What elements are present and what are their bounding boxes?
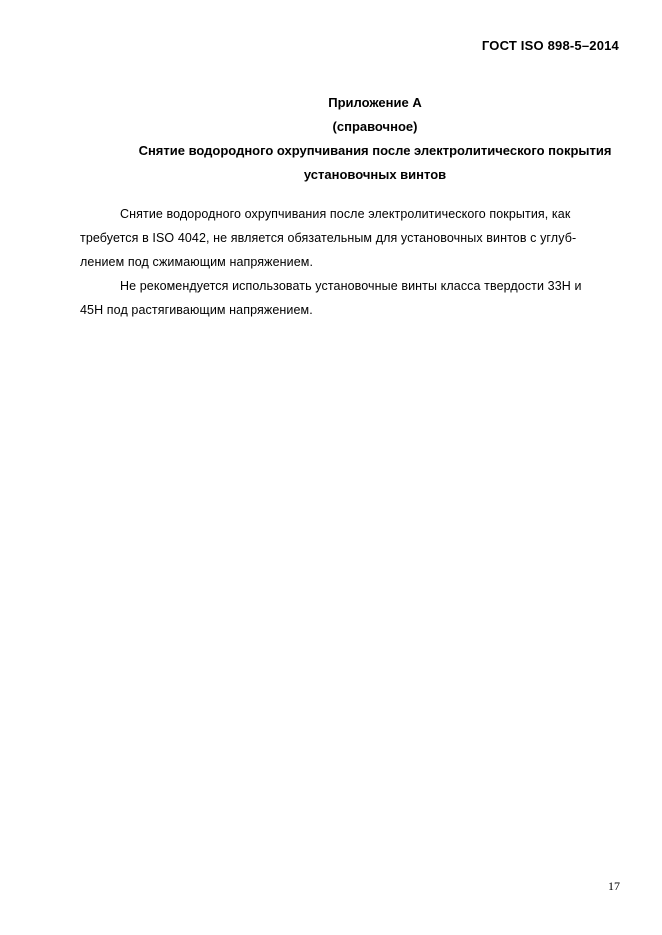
paragraph-2: [80, 274, 610, 322]
annex-header: [80, 91, 662, 187]
paragraph-1: [80, 202, 610, 274]
page-number: 17: [608, 879, 620, 893]
annex-title: Приложение А: [328, 95, 422, 110]
document-code: ГОСТ ISO 898-5–2014: [481, 38, 619, 53]
paragraph-1-line-2: требуется в ISO 4042, не является обязательным для установочных винтов с углуб-: [80, 231, 577, 245]
paragraph-2-line-1: Не рекомендуется использовать установочные винты класса твердости 33Н и: [120, 279, 582, 293]
annex-heading-line-2: установочных винтов: [303, 167, 447, 182]
annex-heading-line-1: Снятие водородного охрупчивания после электролитического покрытия: [138, 143, 612, 158]
paragraph-2-line-2: 45Н под растягивающим напряжением.: [80, 303, 313, 317]
paragraph-1-line-1: Снятие водородного охрупчивания после электролитического покрытия, как: [120, 207, 571, 221]
annex-status: (справочное): [332, 119, 418, 134]
body-text: [80, 202, 610, 322]
paragraph-1-line-3: лением под сжимающим напряжением.: [80, 255, 314, 269]
